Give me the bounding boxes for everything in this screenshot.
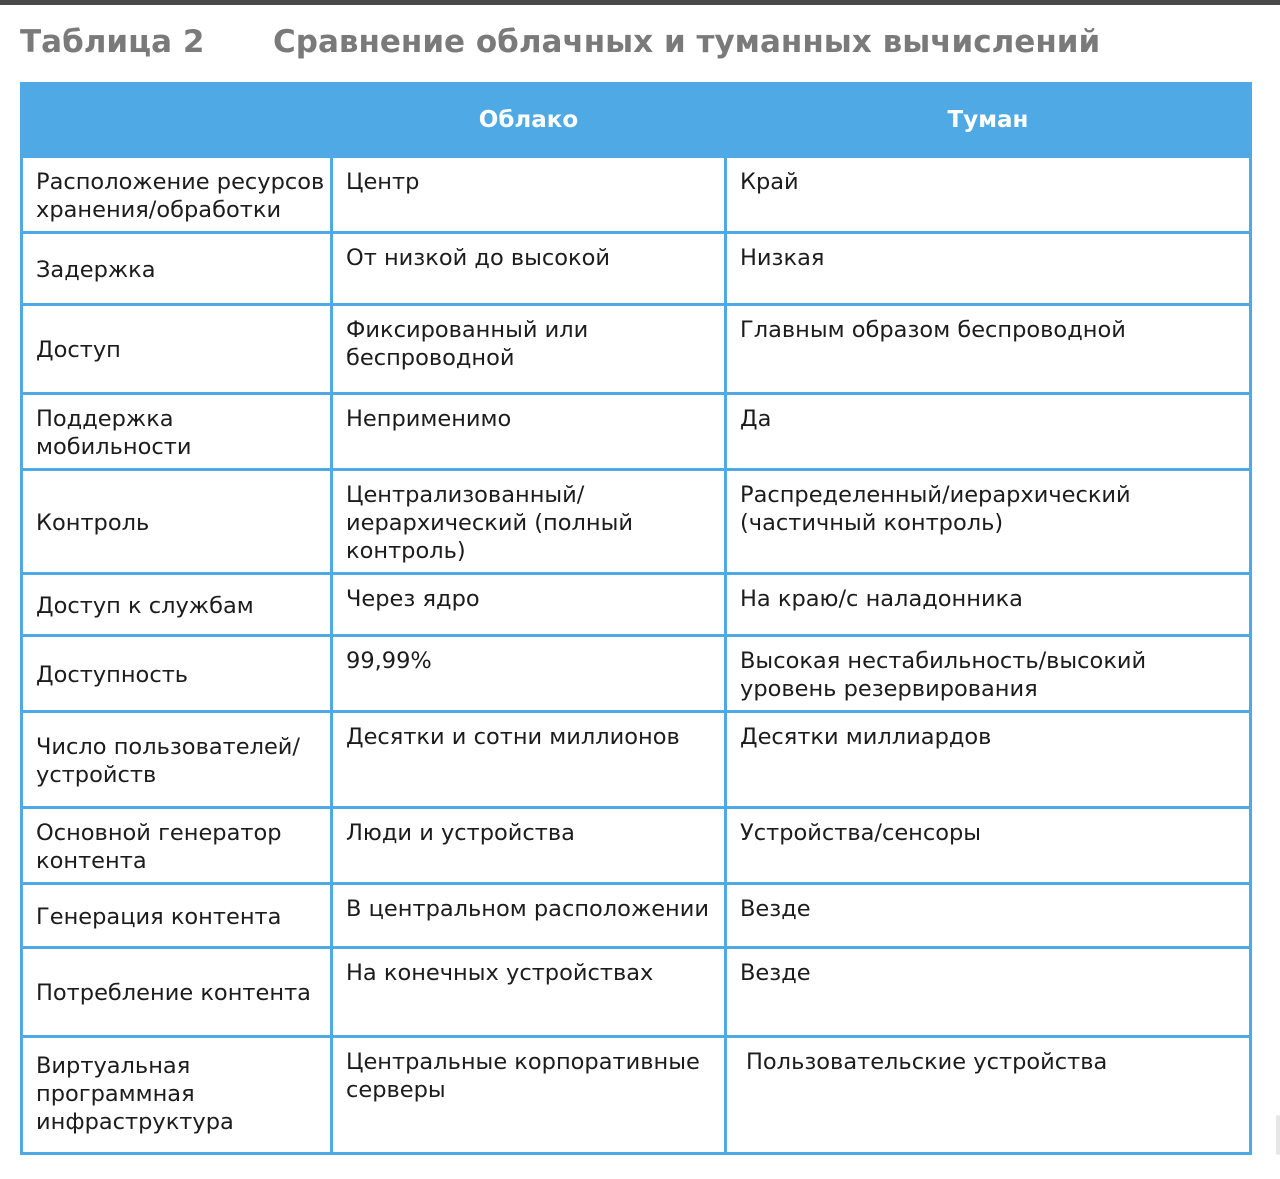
fog-value: Пользовательские устройства [726,1037,1251,1154]
table-title: Сравнение облачных и туманных вычислений [273,24,1101,60]
fog-value: Везде [726,948,1251,1037]
row-label: Виртуальная программная инфраструктура [22,1037,332,1154]
row-label: Доступ к службам [22,574,332,636]
cloud-value: Центральные корпоративные серверы [332,1037,726,1154]
header-row [22,84,1251,157]
top-divider [0,0,1280,5]
table-row [22,712,1251,808]
row-label: Доступ [22,305,332,394]
cloud-value: На конечных устройствах [332,948,726,1037]
scrollbar-thumb[interactable] [1276,1115,1280,1155]
table-row [22,884,1251,948]
row-label: Расположение ресурсов хранения/обработки [22,157,332,233]
row-label: Доступность [22,636,332,712]
table-row [22,1037,1251,1154]
row-label: Контроль [22,470,332,574]
table-row [22,394,1251,470]
fog-value: Край [726,157,1251,233]
header-empty [22,84,332,157]
row-label: Основной генератор контента [22,808,332,884]
comparison-table [20,82,1252,1155]
table-row [22,636,1251,712]
cloud-value: В центральном расположении [332,884,726,948]
cloud-value: Люди и устройства [332,808,726,884]
table-row [22,305,1251,394]
header-cloud: Облако [332,84,726,157]
row-label: Поддержка мобильности [22,394,332,470]
fog-value: Распределенный/иерархический (частичный контроль) [726,470,1251,574]
cloud-value: 99,99% [332,636,726,712]
fog-value: Устройства/сенсоры [726,808,1251,884]
row-label: Потребление контента [22,948,332,1037]
table-row [22,157,1251,233]
fog-value: Везде [726,884,1251,948]
fog-value: Десятки миллиардов [726,712,1251,808]
table-row [22,574,1251,636]
comparison-table-container [20,82,1249,1155]
row-label: Задержка [22,233,332,305]
row-label: Генерация контента [22,884,332,948]
table-row [22,948,1251,1037]
fog-value: На краю/с наладонника [726,574,1251,636]
cloud-value: Центр [332,157,726,233]
table-number: Таблица 2 [20,24,205,60]
cloud-value: Централизованный/ иерархический (полный контроль) [332,470,726,574]
fog-value: Главным образом беспроводной [726,305,1251,394]
row-label: Число пользователей/ устройств [22,712,332,808]
table-row [22,470,1251,574]
fog-value: Высокая нестабильность/высокий уровень резервирования [726,636,1251,712]
cloud-value: Через ядро [332,574,726,636]
table-caption [20,20,1260,68]
fog-value: Да [726,394,1251,470]
cloud-value: Неприменимо [332,394,726,470]
fog-value: Низкая [726,233,1251,305]
cloud-value: От низкой до высокой [332,233,726,305]
header-fog: Туман [726,84,1251,157]
cloud-value: Фиксированный или беспроводной [332,305,726,394]
table-body [22,157,1251,1154]
cloud-value: Десятки и сотни миллионов [332,712,726,808]
table-row [22,808,1251,884]
table-row [22,233,1251,305]
